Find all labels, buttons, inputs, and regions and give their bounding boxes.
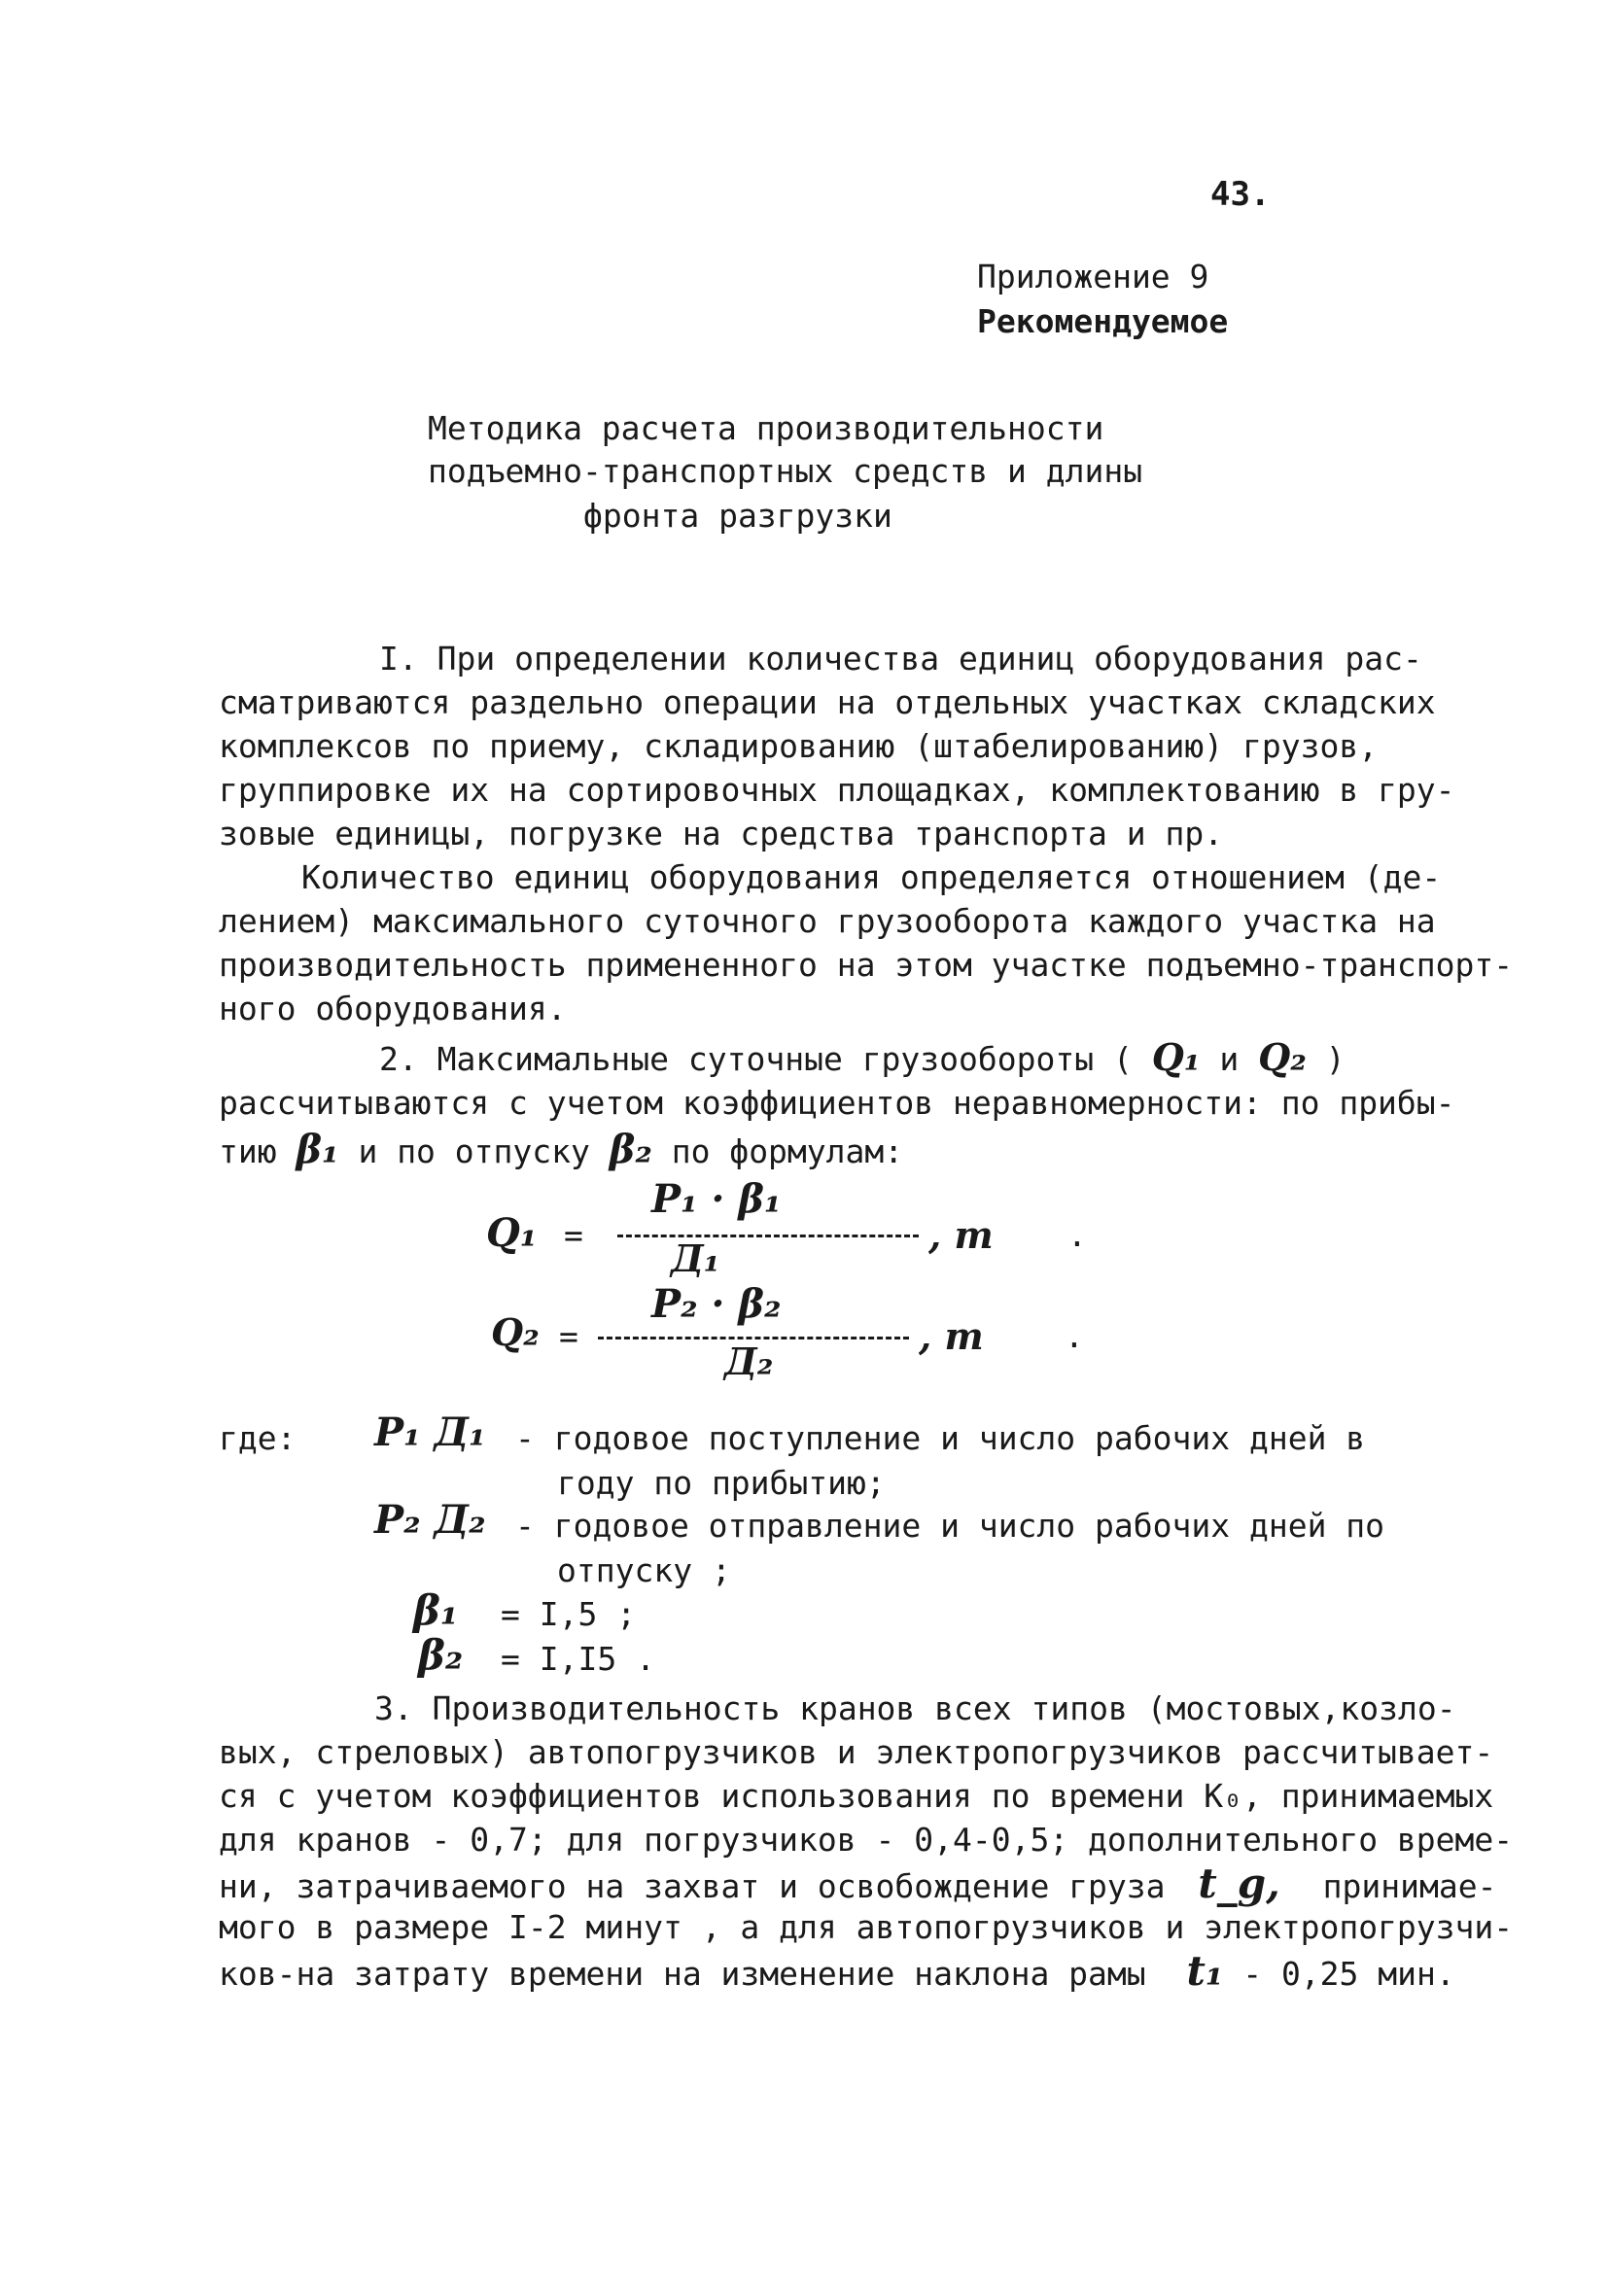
section-2-line-3	[219, 1128, 903, 1173]
formula-1-end: .	[1067, 1216, 1087, 1254]
page-number: 43.	[1210, 175, 1271, 214]
def-2-symbols: P₂ Д₂	[374, 1497, 486, 1543]
q1-symbol: Q₁	[1151, 1035, 1201, 1079]
def-2-line-1: - годовое отправление и число рабочих дней по	[515, 1507, 1385, 1545]
def-1-line-1: - годовое поступление и число рабочих дней в	[515, 1419, 1366, 1457]
section-3	[219, 1687, 1514, 1995]
t1-symbol: t₁	[1186, 1947, 1224, 1995]
formula-1-unit: , т	[928, 1213, 994, 1257]
section-1-para-2-line: Количество единиц оборудования определяется отношением (де-	[301, 858, 1442, 896]
section-3-line: мого в размере I-2 минут , а для автопогрузчиков и электропогрузчи-	[219, 1908, 1514, 1946]
formula-1-numerator: P₁ · β₁	[651, 1176, 782, 1222]
beta-1-symbol: β₁	[413, 1586, 459, 1634]
title-line-3: фронта разгрузки	[583, 497, 892, 535]
section-1	[219, 637, 1514, 1030]
section-1-line: I. При определении количества единиц оборудования рас-	[379, 640, 1422, 678]
beta1-symbol: β₁	[296, 1127, 339, 1172]
section-1-para-2-line: лением) максимального суточного грузооборота каждого участка на	[219, 902, 1436, 940]
q2-symbol: Q₂	[1258, 1035, 1307, 1079]
section-2-line-1	[379, 1035, 1346, 1081]
section-2-line-3-suffix: по формулам:	[671, 1132, 904, 1170]
section-2-line-3-mid: и по отпуску	[358, 1132, 590, 1170]
section-3-line	[219, 1860, 1497, 1907]
def-2-line-2: отпуску ;	[557, 1551, 731, 1589]
beta-1-value: = I,5 ;	[501, 1595, 637, 1633]
formula-2-denominator: Д₂	[724, 1339, 774, 1383]
formula-2-numerator: P₂ · β₂	[651, 1281, 782, 1327]
beta-2-value: = I,I5 .	[501, 1640, 655, 1678]
section-1-line: группировке их на сортировочных площадках, комплектованию в гру-	[219, 771, 1455, 809]
section-3-tg-suffix: принимае-	[1322, 1867, 1497, 1905]
and-word: и	[1219, 1040, 1240, 1078]
title-line-2: подъемно-транспортных средств и длины	[428, 452, 1143, 490]
section-3-t1-suffix: - 0,25 мин.	[1242, 1955, 1455, 1993]
section-2-line-2: рассчитываются с учетом коэффициентов неравномерности: по прибы-	[219, 1084, 1455, 1122]
section-1-line: зовые единицы, погрузке на средства транспорта и пр.	[219, 815, 1224, 852]
section-1-line: сматриваются раздельно операции на отдельных участках складских	[219, 683, 1436, 721]
section-1-line: комплексов по приему, складированию (штабелированию) грузов,	[219, 727, 1379, 765]
beta2-symbol: β₂	[609, 1127, 652, 1172]
section-3-line: для кранов - 0,7; для погрузчиков - 0,4-0,5; дополнительного време-	[219, 1821, 1514, 1859]
section-3-line: ся с учетом коэффициентов использования по времени К₀, принимаемых	[219, 1777, 1494, 1815]
formula-1-fraction-bar	[617, 1235, 919, 1237]
appendix-status: Рекомендуемое	[977, 302, 1229, 340]
section-2-line-3-prefix: тию	[219, 1132, 277, 1170]
appendix-label: Приложение 9	[977, 258, 1209, 296]
section-3-line: 3. Производительность кранов всех типов (мостовых,козло-	[374, 1689, 1456, 1727]
section-3-line-5-text: ни, затрачиваемого на захват и освобождение груза	[219, 1867, 1166, 1905]
formula-1-lhs: Q₁	[486, 1210, 538, 1256]
formula-1-eq: =	[564, 1216, 583, 1254]
section-1-para-2-line: ного оборудования.	[219, 990, 567, 1027]
formula-2-unit: , т	[919, 1314, 984, 1358]
def-1-symbols: P₁ Д₁	[374, 1409, 486, 1455]
section-3-line: вых, стреловых) автопогрузчиков и электропогрузчиков рассчитывает-	[219, 1733, 1494, 1771]
section-2-prefix: 2. Максимальные суточные грузообороты (	[379, 1040, 1133, 1078]
tg-symbol: t_g,	[1198, 1860, 1280, 1907]
title-line-1: Методика расчета производительности	[428, 409, 1104, 447]
where-label: где:	[219, 1419, 297, 1457]
section-1-para-2-line: производительность примененного на этом участке подъемно-транспорт-	[219, 946, 1514, 984]
beta-2-symbol: β₂	[418, 1631, 464, 1679]
section-3-line	[219, 1947, 1455, 1995]
def-1-line-2: году по прибытию;	[557, 1464, 886, 1502]
formula-2-end: .	[1065, 1317, 1084, 1355]
formula-2-lhs: Q₂	[491, 1310, 540, 1354]
formula-1-denominator: Д₁	[671, 1236, 720, 1280]
section-2-suffix: )	[1325, 1040, 1346, 1078]
section-3-line-7-text: ков-на затрату времени на изменение наклона рамы	[219, 1955, 1146, 1993]
formula-2-eq: =	[559, 1317, 578, 1355]
